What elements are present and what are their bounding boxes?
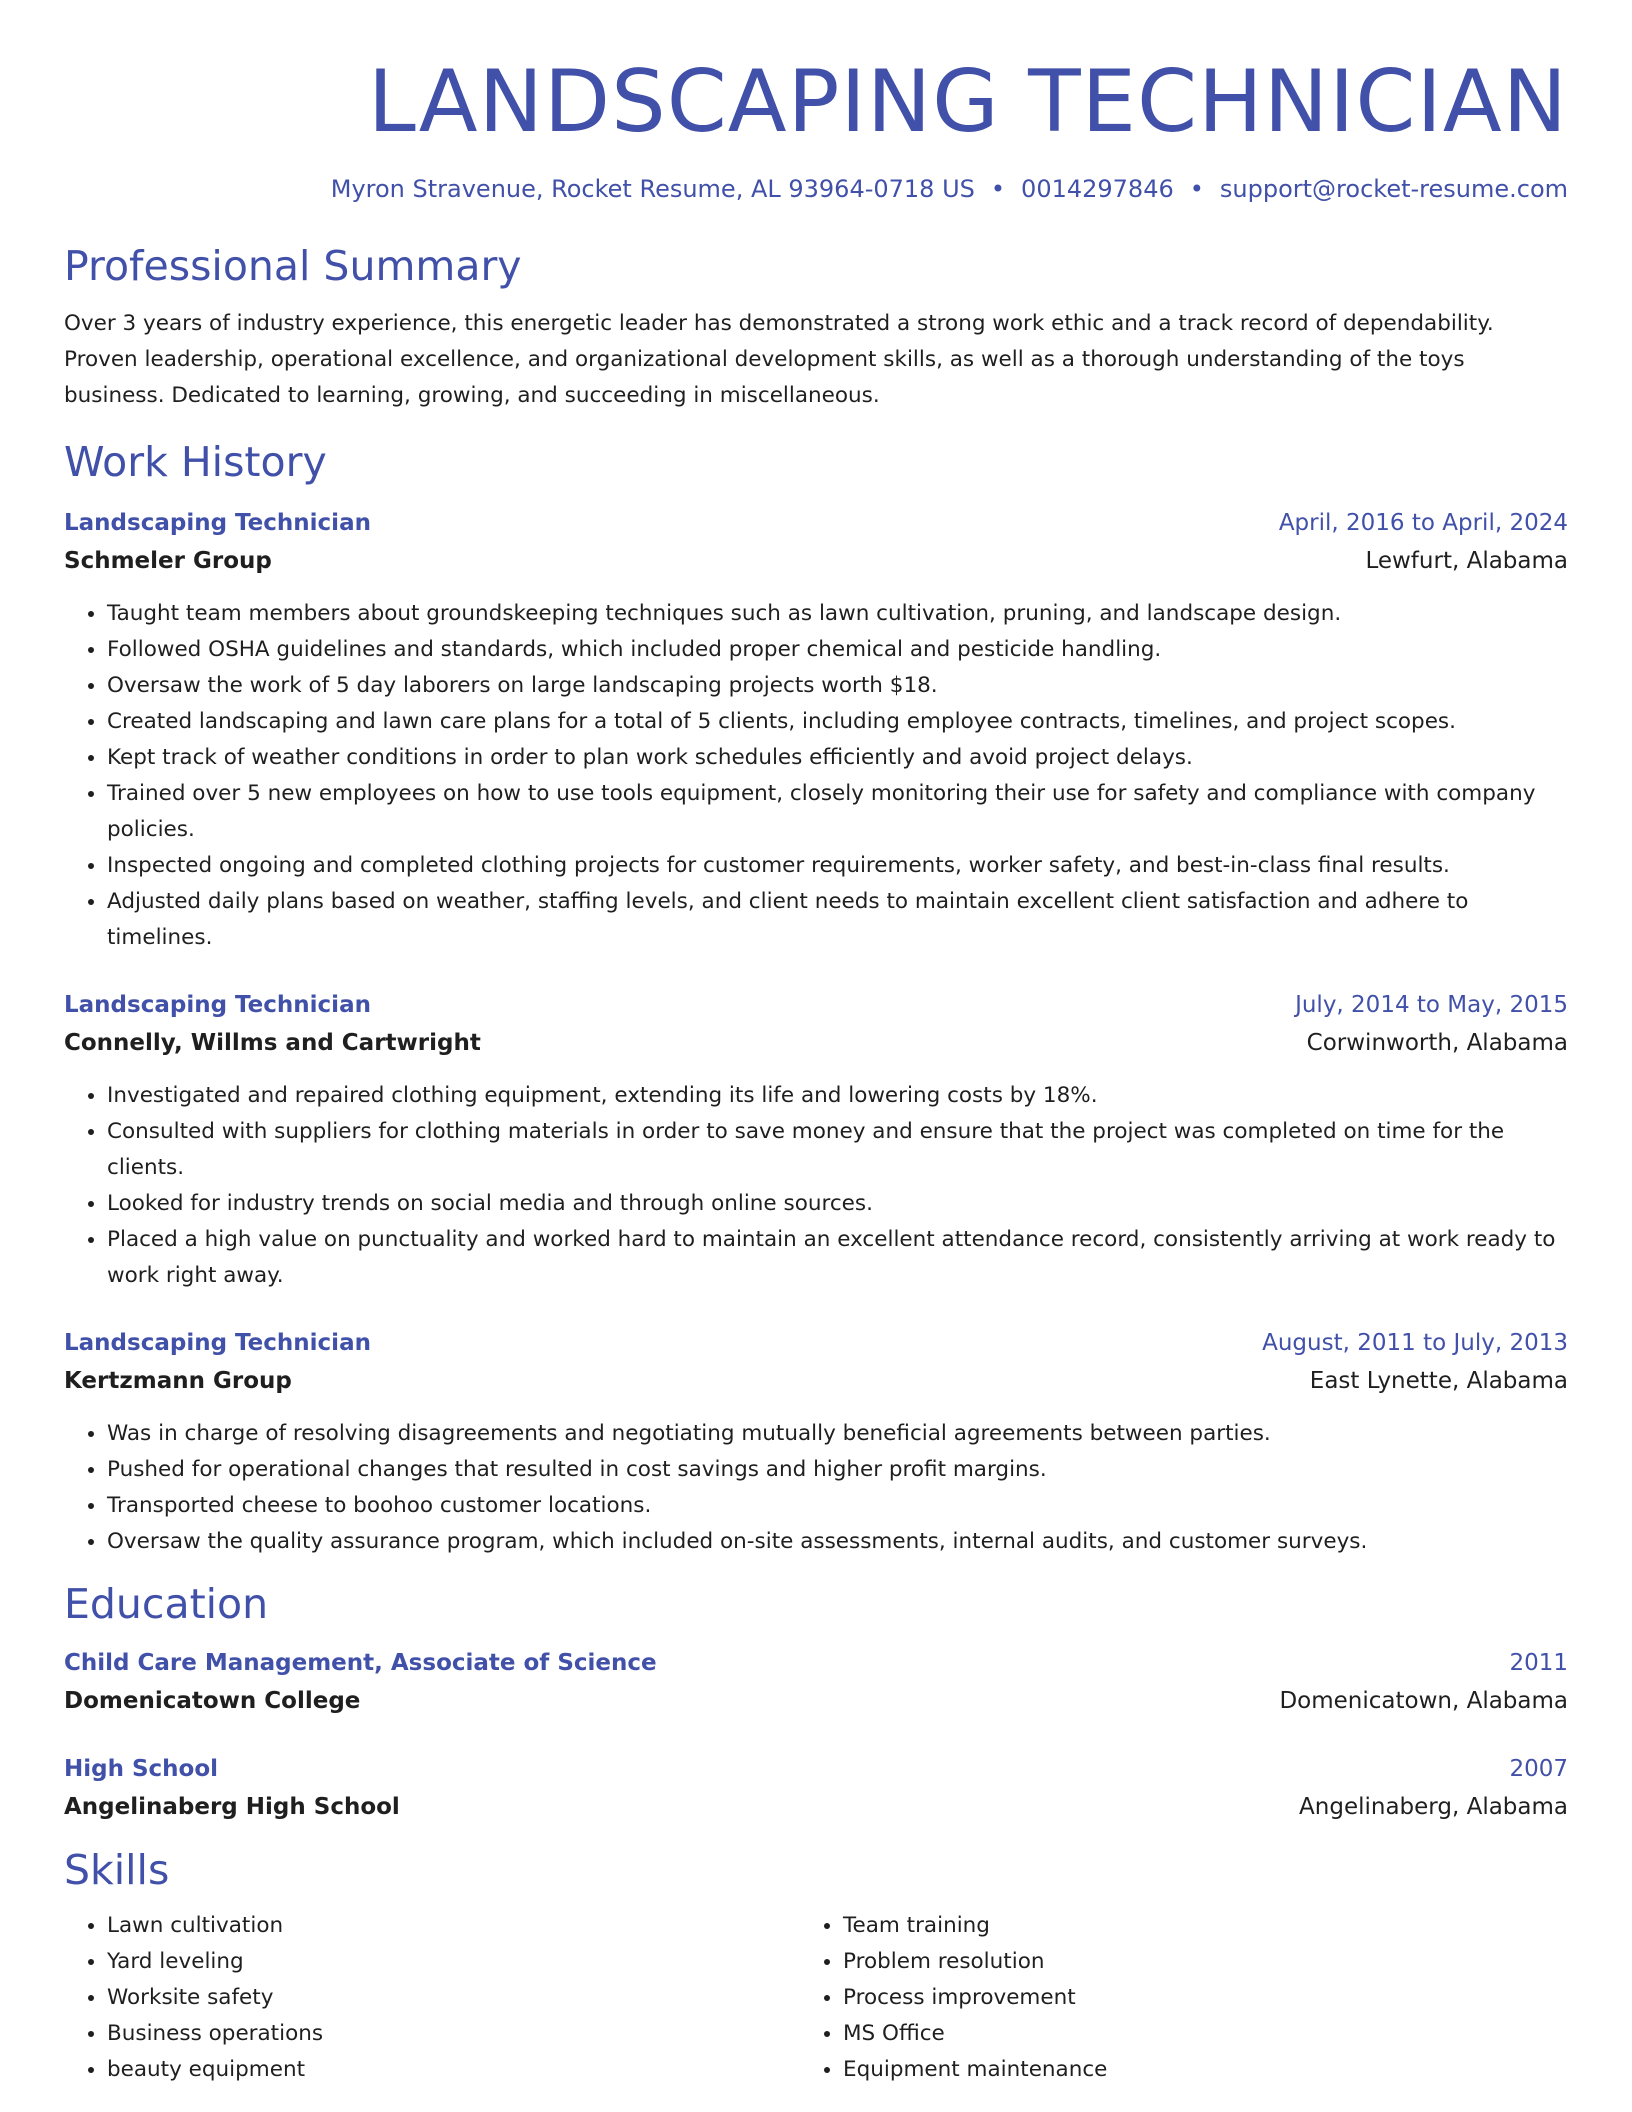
job-bullet: • Inspected ongoing and completed clothing projects for customer requirements, worker safety, and best-in-class final results. [107, 848, 1568, 884]
work-history-section [64, 436, 1568, 1560]
job-header-row [64, 986, 1568, 1024]
job-company-row [64, 1024, 1568, 1062]
skill-item: • Process improvement [843, 1980, 1536, 2016]
job-bullet: • Taught team members about groundskeeping techniques such as lawn cultivation, pruning, and landscape design. [107, 596, 1568, 632]
job-bullets [64, 1078, 1568, 1294]
job-company-row [64, 1362, 1568, 1400]
skill-item: • Business operations [107, 2016, 800, 2052]
education-school: Angelinaberg High School [64, 1794, 400, 1820]
skill-item: • Team training [843, 1908, 1536, 1944]
skills-column-right [800, 1908, 1536, 2088]
education-location: Domenicatown, Alabama [1279, 1688, 1568, 1714]
resume-header [64, 0, 1568, 206]
job-company-row [64, 542, 1568, 580]
skill-item: • MS Office [843, 2016, 1536, 2052]
education-school-row [64, 1788, 1568, 1826]
job-company: Schmeler Group [64, 548, 272, 574]
job-bullet: • Kept track of weather conditions in order to plan work schedules efficiently and avoid project delays. [107, 740, 1568, 776]
section-title-work-history: Work History [64, 438, 327, 486]
job-company: Connelly, Willms and Cartwright [64, 1030, 481, 1056]
education-degree: Child Care Management, Associate of Science [64, 1650, 657, 1676]
education-degree: High School [64, 1756, 219, 1782]
skill-item: • Worksite safety [107, 1980, 800, 2016]
section-title-skills: Skills [64, 1846, 170, 1894]
education-school: Domenicatown College [64, 1688, 361, 1714]
job-header-row [64, 504, 1568, 542]
job-company: Kertzmann Group [64, 1368, 292, 1394]
job-location: East Lynette, Alabama [1309, 1368, 1568, 1394]
contact-address: Myron Stravenue, Rocket Resume, AL 93964-0718 US [330, 175, 975, 203]
job-entry [64, 1324, 1568, 1560]
contact-line [64, 172, 1568, 206]
skill-item: • Equipment maintenance [843, 2052, 1536, 2088]
section-title-summary: Professional Summary [64, 242, 522, 290]
professional-summary-section [64, 240, 1568, 414]
job-role: Landscaping Technician [64, 510, 371, 536]
job-role: Landscaping Technician [64, 1330, 371, 1356]
job-role: Landscaping Technician [64, 992, 371, 1018]
job-bullet: • Pushed for operational changes that resulted in cost savings and higher profit margins. [107, 1452, 1568, 1488]
job-location: Corwinworth, Alabama [1306, 1030, 1568, 1056]
job-bullets [64, 596, 1568, 956]
contact-separator: • [990, 175, 1006, 203]
section-title-education: Education [64, 1580, 269, 1628]
skill-item: • Problem resolution [843, 1944, 1536, 1980]
education-school-row [64, 1682, 1568, 1720]
job-location: Lewfurt, Alabama [1365, 548, 1568, 574]
job-header-row [64, 1324, 1568, 1362]
contact-phone: 0014297846 [1021, 175, 1174, 203]
job-bullet: • Was in charge of resolving disagreements and negotiating mutually beneficial agreements between parties. [107, 1416, 1568, 1452]
job-bullet: • Oversaw the quality assurance program, which included on-site assessments, internal audits, and customer surveys. [107, 1524, 1568, 1560]
job-dates: April, 2016 to April, 2024 [1278, 510, 1568, 536]
job-bullet: • Followed OSHA guidelines and standards, which included proper chemical and pesticide handling. [107, 632, 1568, 668]
job-entry [64, 504, 1568, 956]
education-header-row [64, 1750, 1568, 1788]
skill-item: • beauty equipment [107, 2052, 800, 2088]
education-year: 2011 [1509, 1650, 1568, 1676]
job-bullet: • Transported cheese to boohoo customer locations. [107, 1488, 1568, 1524]
skills-list-right [800, 1908, 1536, 2088]
job-bullet: • Placed a high value on punctuality and worked hard to maintain an excellent attendance record, consistently arriving at work ready to work right away. [107, 1222, 1568, 1294]
skill-item: • Yard leveling [107, 1944, 800, 1980]
job-entry [64, 986, 1568, 1294]
job-bullets [64, 1416, 1568, 1560]
candidate-name: LANDSCAPING TECHNICIAN [367, 52, 1568, 152]
job-bullet: • Oversaw the work of 5 day laborers on large landscaping projects worth $18. [107, 668, 1568, 704]
education-entry [64, 1750, 1568, 1826]
job-dates: August, 2011 to July, 2013 [1262, 1330, 1568, 1356]
contact-email[interactable]: support@rocket-resume.com [1219, 175, 1568, 203]
education-section [64, 1578, 1568, 1826]
job-bullet: • Consulted with suppliers for clothing materials in order to save money and ensure that the project was completed on time for the clients. [107, 1114, 1568, 1186]
education-location: Angelinaberg, Alabama [1299, 1794, 1568, 1820]
skills-section [64, 1844, 1568, 2088]
job-bullet: • Adjusted daily plans based on weather, staffing levels, and client needs to maintain excellent client satisfaction and adhere to timelines. [107, 884, 1568, 956]
education-year: 2007 [1509, 1756, 1568, 1782]
skills-columns [64, 1908, 1568, 2088]
job-bullet: • Trained over 5 new employees on how to use tools equipment, closely monitoring their use for safety and compliance with company policies. [107, 776, 1568, 848]
education-header-row [64, 1644, 1568, 1682]
job-bullet: • Investigated and repaired clothing equipment, extending its life and lowering costs by 18%. [107, 1078, 1568, 1114]
job-bullet: • Created landscaping and lawn care plans for a total of 5 clients, including employee contracts, timelines, and project scopes. [107, 704, 1568, 740]
skills-list-left [64, 1908, 800, 2088]
contact-separator: • [1189, 175, 1204, 203]
summary-text: Over 3 years of industry experience, this energetic leader has demonstrated a strong work ethic and a track record of dependability. Proven leadership, operational excellence, and organizational development skills, as well as a thorough understanding of the toys business. Dedicated to learning, growing, and succeeding in miscellaneous. [64, 311, 1494, 408]
job-dates: July, 2014 to May, 2015 [1295, 992, 1568, 1018]
job-bullet: • Looked for industry trends on social media and through online sources. [107, 1186, 1568, 1222]
skills-column-left [64, 1908, 800, 2088]
education-entry [64, 1644, 1568, 1720]
skill-item: • Lawn cultivation [107, 1908, 800, 1944]
